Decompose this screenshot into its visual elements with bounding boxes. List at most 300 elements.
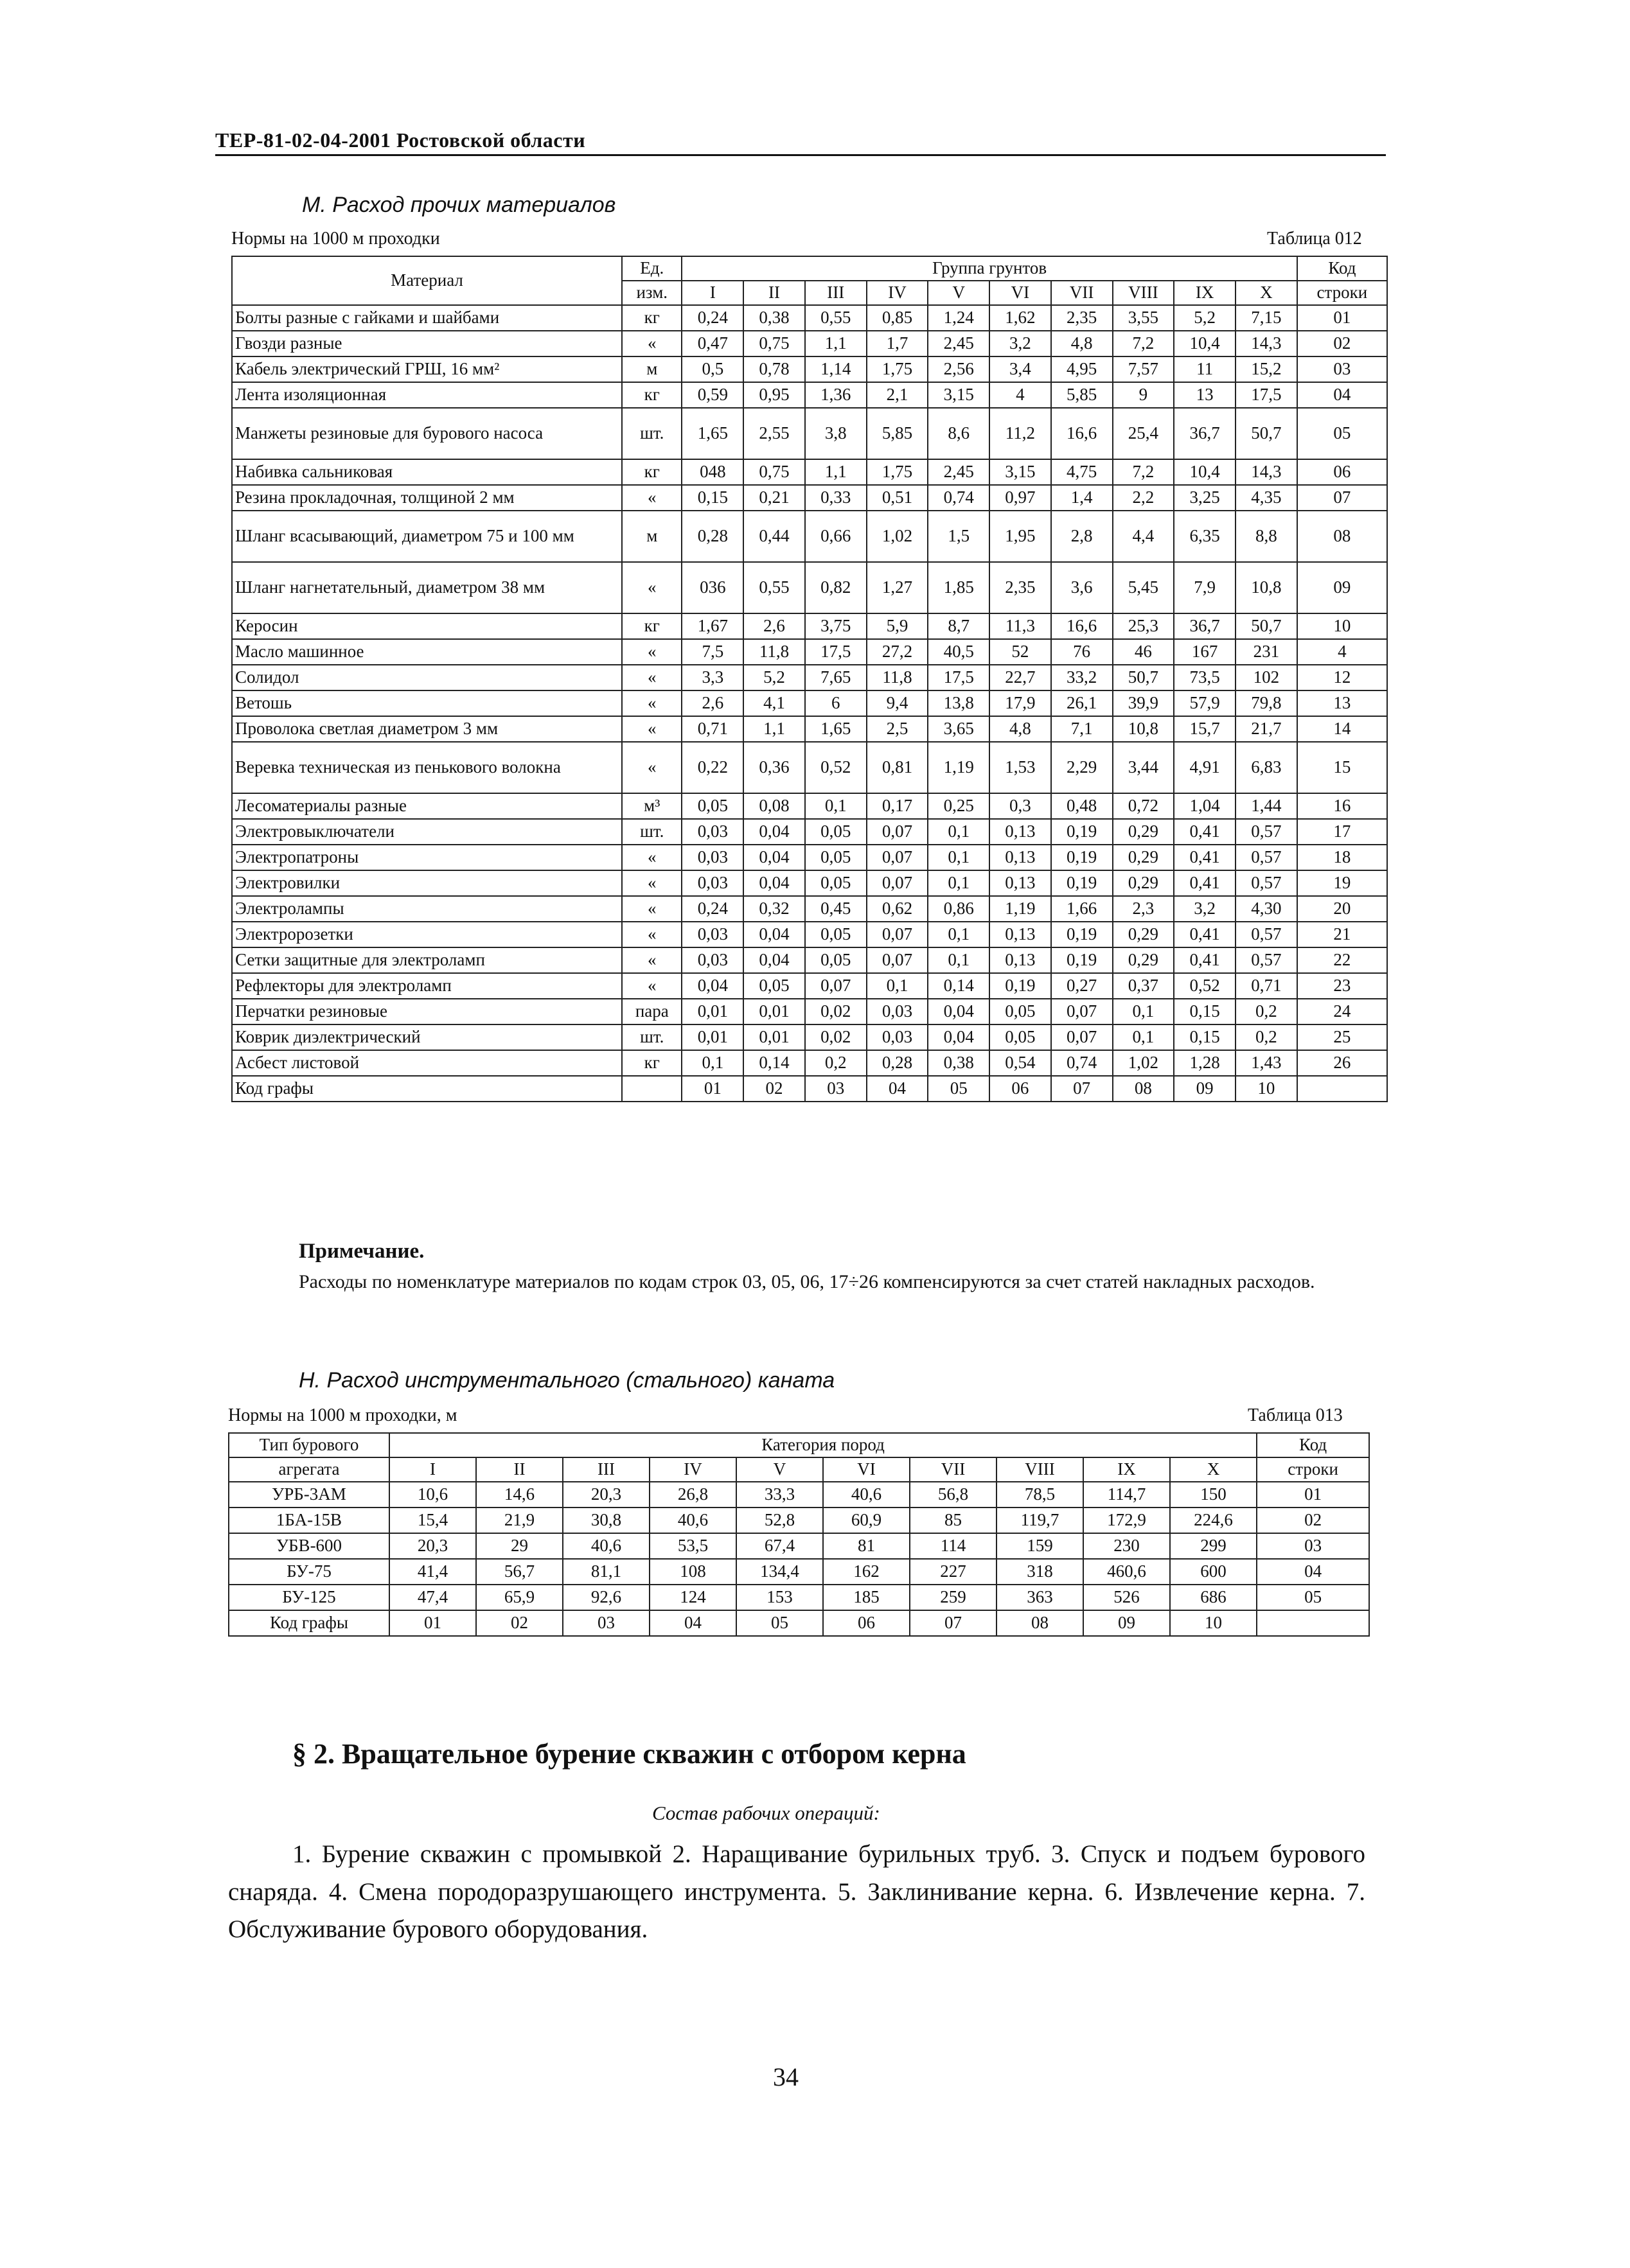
- table-cell: 9,4: [867, 690, 928, 716]
- row-code: 26: [1297, 1050, 1387, 1076]
- material-name: Асбест листовой: [232, 1050, 622, 1076]
- table-row: [232, 665, 1387, 690]
- table-cell: 0,01: [682, 999, 743, 1024]
- table-cell: 0,1: [928, 922, 989, 947]
- table-cell: 52,8: [736, 1508, 823, 1533]
- table-row: [232, 870, 1387, 896]
- table-cell: 11,2: [989, 408, 1051, 459]
- table-cell: 30,8: [563, 1508, 650, 1533]
- section-m-table-label: Таблица 012: [1267, 229, 1362, 249]
- table-cell: 0,05: [805, 947, 867, 973]
- rig-type: БУ-125: [229, 1585, 389, 1610]
- table-cell: 2,56: [928, 356, 989, 382]
- table-cell: 0,57: [1236, 947, 1297, 973]
- table-cell: 15,2: [1236, 356, 1297, 382]
- table-cell: 1,75: [867, 459, 928, 485]
- table-cell: 5,2: [743, 665, 805, 690]
- row-code: 04: [1297, 382, 1387, 408]
- table-row: [232, 562, 1387, 613]
- table-cell: 1,02: [1113, 1050, 1174, 1076]
- table-cell: 0,45: [805, 896, 867, 922]
- table-cell: 4,91: [1174, 742, 1236, 793]
- table-cell: 0,05: [805, 845, 867, 870]
- table-cell: 04: [867, 1076, 928, 1102]
- table-cell: 0,01: [682, 1024, 743, 1050]
- table-cell: 0,44: [743, 511, 805, 562]
- table-cell: 3,2: [989, 331, 1051, 356]
- table-cell: 1,67: [682, 613, 743, 639]
- table-cell: 79,8: [1236, 690, 1297, 716]
- table-cell: 73,5: [1174, 665, 1236, 690]
- header-category-col: VI: [823, 1457, 910, 1482]
- header-group-col: X: [1236, 281, 1297, 305]
- table-cell: 114: [910, 1533, 997, 1559]
- material-name: Электророзетки: [232, 922, 622, 947]
- rig-type: Код графы: [229, 1610, 389, 1636]
- material-name: Шланг всасывающий, диаметром 75 и 100 мм: [232, 511, 622, 562]
- material-name: Манжеты резиновые для бурового насоса: [232, 408, 622, 459]
- table-cell: 0,59: [682, 382, 743, 408]
- table-cell: 0,21: [743, 485, 805, 511]
- table-row: [232, 973, 1387, 999]
- header-code-top: Код: [1257, 1433, 1369, 1457]
- table-cell: 10,4: [1174, 331, 1236, 356]
- material-unit: «: [622, 639, 682, 665]
- table-cell: 119,7: [997, 1508, 1083, 1533]
- document-header: ТЕР-81-02-04-2001 Ростовской области: [215, 128, 586, 152]
- table-cell: 36,7: [1174, 613, 1236, 639]
- row-code: 07: [1297, 485, 1387, 511]
- table-row: [232, 613, 1387, 639]
- table-cell: 0,04: [743, 922, 805, 947]
- table-cell: 0,01: [743, 1024, 805, 1050]
- rig-type: УБВ-600: [229, 1533, 389, 1559]
- table-cell: 0,75: [743, 459, 805, 485]
- material-unit: «: [622, 716, 682, 742]
- table-cell: 0,1: [928, 870, 989, 896]
- table-row: [232, 690, 1387, 716]
- table-cell: 0,29: [1113, 947, 1174, 973]
- table-cell: 1,65: [682, 408, 743, 459]
- table-cell: 0,14: [743, 1050, 805, 1076]
- table-cell: 0,19: [989, 973, 1051, 999]
- table-cell: 21,7: [1236, 716, 1297, 742]
- table-cell: 1,27: [867, 562, 928, 613]
- material-unit: «: [622, 690, 682, 716]
- table-cell: 0,19: [1051, 845, 1113, 870]
- material-unit: кг: [622, 613, 682, 639]
- table-cell: 0,2: [1236, 1024, 1297, 1050]
- table-cell: 76: [1051, 639, 1113, 665]
- table-cell: 0,05: [682, 793, 743, 819]
- table-cell: 0,3: [989, 793, 1051, 819]
- table-cell: 0,52: [1174, 973, 1236, 999]
- table-cell: 0,07: [867, 845, 928, 870]
- row-code: [1257, 1610, 1369, 1636]
- table-cell: 0,1: [1113, 999, 1174, 1024]
- table-cell: 0,03: [867, 1024, 928, 1050]
- table-cell: 1,62: [989, 305, 1051, 331]
- table-cell: 0,08: [743, 793, 805, 819]
- header-code-bottom: строки: [1257, 1457, 1369, 1482]
- table-cell: 0,03: [682, 845, 743, 870]
- row-code: 04: [1257, 1559, 1369, 1585]
- table-cell: 1,43: [1236, 1050, 1297, 1076]
- material-unit: «: [622, 845, 682, 870]
- row-code: 03: [1297, 356, 1387, 382]
- material-unit: м: [622, 511, 682, 562]
- table-cell: 10: [1236, 1076, 1297, 1102]
- table-cell: 0,41: [1174, 947, 1236, 973]
- table-cell: 4,75: [1051, 459, 1113, 485]
- material-unit: «: [622, 742, 682, 793]
- material-name: Масло машинное: [232, 639, 622, 665]
- table-cell: 27,2: [867, 639, 928, 665]
- table-cell: 03: [563, 1610, 650, 1636]
- header-rock-category: Категория пород: [389, 1433, 1257, 1457]
- table-row: [229, 1559, 1369, 1585]
- table-cell: 1,75: [867, 356, 928, 382]
- table-cell: 600: [1170, 1559, 1257, 1585]
- table-cell: 0,05: [805, 819, 867, 845]
- table-cell: 227: [910, 1559, 997, 1585]
- table-cell: 0,1: [928, 819, 989, 845]
- paragraph-text: 1. Бурение скважин с промывкой 2. Наращивание бурильных труб. 3. Спуск и подъем бурового снаряда. 4. Смена породоразрушающего инструмента. 5. Заклинивание керна. 6. Извлечение керна. 7. Обслуживание бурового оборудования.: [228, 1840, 1365, 1943]
- row-code: 08: [1297, 511, 1387, 562]
- table-cell: 185: [823, 1585, 910, 1610]
- table-cell: 1,1: [743, 716, 805, 742]
- table-cell: 1,1: [805, 331, 867, 356]
- table-cell: 17,5: [1236, 382, 1297, 408]
- table-cell: 0,74: [928, 485, 989, 511]
- table-cell: 4,35: [1236, 485, 1297, 511]
- row-code: 03: [1257, 1533, 1369, 1559]
- table-cell: 0,03: [682, 947, 743, 973]
- table-cell: 3,8: [805, 408, 867, 459]
- row-code: 19: [1297, 870, 1387, 896]
- header-group-col: IV: [867, 281, 928, 305]
- table-cell: 40,6: [650, 1508, 736, 1533]
- table-cell: 0,13: [989, 922, 1051, 947]
- table-cell: 0,41: [1174, 819, 1236, 845]
- table-cell: 0,02: [805, 999, 867, 1024]
- table-cell: 124: [650, 1585, 736, 1610]
- header-unit-top: Ед.: [622, 256, 682, 281]
- table-cell: 33,2: [1051, 665, 1113, 690]
- table-cell: 40,5: [928, 639, 989, 665]
- material-name: Электровилки: [232, 870, 622, 896]
- table-row: [232, 922, 1387, 947]
- table-cell: 0,57: [1236, 922, 1297, 947]
- page-number: 34: [773, 2062, 799, 2091]
- row-code: 23: [1297, 973, 1387, 999]
- table-cell: 0,15: [1174, 1024, 1236, 1050]
- section-m-norms: Нормы на 1000 м проходки: [231, 229, 440, 249]
- table-cell: 0,03: [867, 999, 928, 1024]
- material-unit: «: [622, 870, 682, 896]
- table-cell: 0,48: [1051, 793, 1113, 819]
- row-code: 06: [1297, 459, 1387, 485]
- table-cell: 50,7: [1113, 665, 1174, 690]
- table-cell: 150: [1170, 1482, 1257, 1508]
- row-code: 05: [1297, 408, 1387, 459]
- table-cell: 5,9: [867, 613, 928, 639]
- table-cell: 0,07: [1051, 999, 1113, 1024]
- table-cell: 7,2: [1113, 459, 1174, 485]
- header-group-col: V: [928, 281, 989, 305]
- table-cell: 2,2: [1113, 485, 1174, 511]
- material-unit: м: [622, 356, 682, 382]
- table-cell: 04: [650, 1610, 736, 1636]
- note-text: Расходы по номенклатуре материалов по кодам строк 03, 05, 06, 17÷26 компенсируются за счет статей накладных расходов.: [299, 1271, 1315, 1292]
- table-cell: 0,27: [1051, 973, 1113, 999]
- table-cell: 0,19: [1051, 870, 1113, 896]
- material-name: Гвозди разные: [232, 331, 622, 356]
- table-cell: 0,51: [867, 485, 928, 511]
- table-cell: 224,6: [1170, 1508, 1257, 1533]
- table-cell: 0,28: [682, 511, 743, 562]
- table-cell: 3,44: [1113, 742, 1174, 793]
- table-cell: 0,17: [867, 793, 928, 819]
- row-code: 02: [1297, 331, 1387, 356]
- table-cell: 17,5: [928, 665, 989, 690]
- row-code: 09: [1297, 562, 1387, 613]
- table-cell: 0,07: [867, 947, 928, 973]
- header-category-col: III: [563, 1457, 650, 1482]
- table-cell: 1,36: [805, 382, 867, 408]
- table-cell: 06: [989, 1076, 1051, 1102]
- table-cell: 1,28: [1174, 1050, 1236, 1076]
- table-cell: 0,55: [743, 562, 805, 613]
- table-cell: 0,19: [1051, 922, 1113, 947]
- table-cell: 0,04: [743, 947, 805, 973]
- table-cell: 0,47: [682, 331, 743, 356]
- table-cell: 460,6: [1083, 1559, 1170, 1585]
- table-cell: 14,6: [476, 1482, 563, 1508]
- table-cell: 0,03: [682, 870, 743, 896]
- table-cell: 0,62: [867, 896, 928, 922]
- table-cell: 0,78: [743, 356, 805, 382]
- table-cell: 09: [1174, 1076, 1236, 1102]
- table-row: [232, 1024, 1387, 1050]
- table-cell: 8,8: [1236, 511, 1297, 562]
- table-cell: 60,9: [823, 1508, 910, 1533]
- table-cell: 81,1: [563, 1559, 650, 1585]
- table-cell: 0,5: [682, 356, 743, 382]
- table-cell: 1,44: [1236, 793, 1297, 819]
- table-row: [232, 1050, 1387, 1076]
- paragraph-title: § 2. Вращательное бурение скважин с отбором керна: [292, 1738, 966, 1770]
- material-name: Резина прокладочная, толщиной 2 мм: [232, 485, 622, 511]
- table-cell: 2,45: [928, 331, 989, 356]
- header-category-col: VIII: [997, 1457, 1083, 1482]
- material-unit: пара: [622, 999, 682, 1024]
- table-cell: 7,5: [682, 639, 743, 665]
- table-row: [232, 485, 1387, 511]
- table-cell: 6,35: [1174, 511, 1236, 562]
- table-cell: 20,3: [389, 1533, 476, 1559]
- table-cell: 81: [823, 1533, 910, 1559]
- table-cell: 07: [1051, 1076, 1113, 1102]
- table-cell: 0,13: [989, 845, 1051, 870]
- table-cell: 3,65: [928, 716, 989, 742]
- header-rule: [215, 154, 1386, 156]
- rig-type: БУ-75: [229, 1559, 389, 1585]
- table-cell: 0,13: [989, 947, 1051, 973]
- table-cell: 0,19: [1051, 819, 1113, 845]
- table-row: [232, 999, 1387, 1024]
- table-cell: 01: [389, 1610, 476, 1636]
- table-cell: 526: [1083, 1585, 1170, 1610]
- row-code: 14: [1297, 716, 1387, 742]
- paragraph-subtitle: Состав рабочих операций:: [652, 1802, 880, 1824]
- table-cell: 3,55: [1113, 305, 1174, 331]
- table-cell: 1,02: [867, 511, 928, 562]
- table-cell: 0,66: [805, 511, 867, 562]
- table-cell: 11,8: [743, 639, 805, 665]
- table-cell: 25,4: [1113, 408, 1174, 459]
- material-name: Кабель электрический ГРШ, 16 мм²: [232, 356, 622, 382]
- row-code: 12: [1297, 665, 1387, 690]
- row-code: 25: [1297, 1024, 1387, 1050]
- section-n-table-label: Таблица 013: [1248, 1405, 1343, 1425]
- table-cell: 0,71: [1236, 973, 1297, 999]
- note-title: Примечание.: [299, 1240, 425, 1263]
- material-unit: «: [622, 973, 682, 999]
- table-row: [232, 1076, 1387, 1102]
- table-cell: 08: [1113, 1076, 1174, 1102]
- material-name: Лента изоляционная: [232, 382, 622, 408]
- table-cell: 172,9: [1083, 1508, 1170, 1533]
- table-cell: 0,55: [805, 305, 867, 331]
- table-cell: 0,97: [989, 485, 1051, 511]
- table-row: [232, 819, 1387, 845]
- table-cell: 0,13: [989, 870, 1051, 896]
- table-cell: 78,5: [997, 1482, 1083, 1508]
- table-row: [232, 408, 1387, 459]
- table-cell: 40,6: [823, 1482, 910, 1508]
- table-cell: 0,04: [743, 819, 805, 845]
- header-category-col: I: [389, 1457, 476, 1482]
- table-cell: 0,32: [743, 896, 805, 922]
- header-code-bottom: строки: [1297, 281, 1387, 305]
- material-unit: «: [622, 947, 682, 973]
- table-cell: 10,6: [389, 1482, 476, 1508]
- table-cell: 3,25: [1174, 485, 1236, 511]
- table-cell: 0,04: [743, 845, 805, 870]
- table-cell: 11: [1174, 356, 1236, 382]
- table-cell: 159: [997, 1533, 1083, 1559]
- table-cell: 39,9: [1113, 690, 1174, 716]
- table-cell: 0,71: [682, 716, 743, 742]
- table-cell: 25,3: [1113, 613, 1174, 639]
- row-code: 15: [1297, 742, 1387, 793]
- material-name: Лесоматериалы разные: [232, 793, 622, 819]
- table-cell: 5,85: [1051, 382, 1113, 408]
- table-cell: 26,8: [650, 1482, 736, 1508]
- table-cell: 02: [743, 1076, 805, 1102]
- material-unit: «: [622, 896, 682, 922]
- table-cell: 0,29: [1113, 819, 1174, 845]
- row-code: 02: [1257, 1508, 1369, 1533]
- table-cell: 16,6: [1051, 408, 1113, 459]
- table-cell: 0,72: [1113, 793, 1174, 819]
- table-cell: 4,1: [743, 690, 805, 716]
- table-cell: 7,1: [1051, 716, 1113, 742]
- material-name: Керосин: [232, 613, 622, 639]
- table-cell: 57,9: [1174, 690, 1236, 716]
- table-cell: 0,19: [1051, 947, 1113, 973]
- header-category-col: II: [476, 1457, 563, 1482]
- row-code: 22: [1297, 947, 1387, 973]
- table-cell: 0,33: [805, 485, 867, 511]
- row-code: 13: [1297, 690, 1387, 716]
- table-cell: 13,8: [928, 690, 989, 716]
- table-cell: 2,6: [743, 613, 805, 639]
- material-unit: [622, 1076, 682, 1102]
- row-code: 18: [1297, 845, 1387, 870]
- table-cell: 1,19: [989, 896, 1051, 922]
- table-cell: 3,15: [928, 382, 989, 408]
- table-row: [232, 947, 1387, 973]
- table-cell: 6,83: [1236, 742, 1297, 793]
- table-row: [229, 1610, 1369, 1636]
- table-cell: 0,95: [743, 382, 805, 408]
- table-row: [232, 382, 1387, 408]
- material-name: Шланг нагнетательный, диаметром 38 мм: [232, 562, 622, 613]
- rig-type: УРБ-3АМ: [229, 1482, 389, 1508]
- table-cell: 0,04: [743, 870, 805, 896]
- table-cell: 0,05: [989, 999, 1051, 1024]
- table-cell: 22,7: [989, 665, 1051, 690]
- table-cell: 7,15: [1236, 305, 1297, 331]
- table-cell: 1,95: [989, 511, 1051, 562]
- table-row: [229, 1508, 1369, 1533]
- table-cell: 0,24: [682, 305, 743, 331]
- header-category-col: V: [736, 1457, 823, 1482]
- row-code: 24: [1297, 999, 1387, 1024]
- table-row: [232, 742, 1387, 793]
- table-cell: 0,38: [743, 305, 805, 331]
- table-cell: 3,2: [1174, 896, 1236, 922]
- table-cell: 0,1: [928, 947, 989, 973]
- table-cell: 0,07: [805, 973, 867, 999]
- rig-type: 1БА-15В: [229, 1508, 389, 1533]
- table-row: [232, 331, 1387, 356]
- table-cell: 3,75: [805, 613, 867, 639]
- material-unit: «: [622, 665, 682, 690]
- table-cell: 0,36: [743, 742, 805, 793]
- table-cell: 0,38: [928, 1050, 989, 1076]
- row-code: 4: [1297, 639, 1387, 665]
- row-code: 20: [1297, 896, 1387, 922]
- table-cell: 0,13: [989, 819, 1051, 845]
- table-cell: 114,7: [1083, 1482, 1170, 1508]
- table-cell: 08: [997, 1610, 1083, 1636]
- table-cell: 3,4: [989, 356, 1051, 382]
- table-cell: 1,85: [928, 562, 989, 613]
- table-cell: 67,4: [736, 1533, 823, 1559]
- material-name: Солидол: [232, 665, 622, 690]
- table-row: [232, 459, 1387, 485]
- table-cell: 318: [997, 1559, 1083, 1585]
- table-cell: 8,7: [928, 613, 989, 639]
- table-cell: 134,4: [736, 1559, 823, 1585]
- table-cell: 0,05: [743, 973, 805, 999]
- table-row: [232, 845, 1387, 870]
- table-cell: 1,53: [989, 742, 1051, 793]
- table-cell: 0,82: [805, 562, 867, 613]
